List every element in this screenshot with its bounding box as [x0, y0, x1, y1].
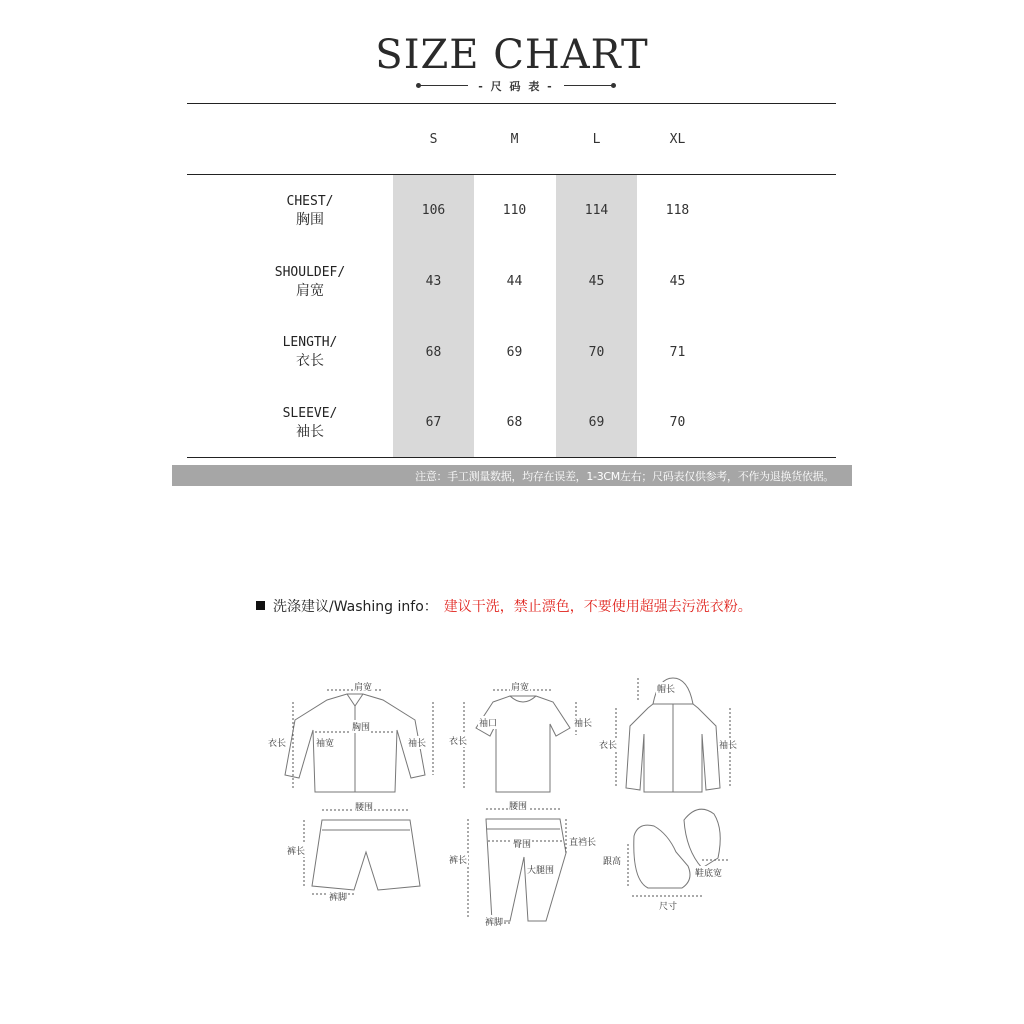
washing-info — [256, 596, 752, 616]
shoe-size-label: 尺寸 — [658, 899, 678, 912]
measurement-note: 注意：手工测量数据，均存在误差，1-3CM左右；尺码表仅供参考，不作为退换货依据。 — [415, 470, 834, 483]
row-label-length-zh: 衣长 — [296, 353, 324, 369]
shorts-diagram — [282, 800, 447, 905]
pants-diagram — [448, 797, 598, 927]
shorts-hem-label: 裤脚 — [328, 890, 348, 903]
tshirt-drawing — [448, 680, 598, 795]
table-top-rule — [187, 103, 836, 104]
row-label-chest-zh: 胸围 — [296, 212, 324, 228]
table-cell: 70 — [588, 345, 605, 360]
divider-right — [564, 85, 612, 86]
row-label-sleeve — [240, 405, 380, 441]
row-label-shoulder — [240, 264, 380, 300]
table-cell: 68 — [506, 415, 523, 430]
table-cell: 68 — [425, 345, 442, 360]
pants-thigh-label: 大腿围 — [526, 863, 555, 876]
table-cell: 43 — [425, 274, 442, 289]
table-cell: 67 — [425, 415, 442, 430]
washing-label: 洗涤建议/Washing info： — [273, 599, 438, 615]
table-cell: 106 — [421, 203, 446, 218]
shoe-width-label: 鞋底宽 — [694, 866, 723, 879]
pants-length-label: 裤长 — [448, 853, 468, 866]
table-cell: 69 — [506, 345, 523, 360]
tshirt-shoulder-label: 肩宽 — [510, 680, 530, 693]
tshirt-cuff-label: 袖口 — [478, 716, 498, 729]
note-bar — [172, 465, 852, 486]
row-label-shoulder-en: SHOULDEF/ — [274, 265, 346, 280]
table-cell: 44 — [506, 274, 523, 289]
table-cell: 45 — [588, 274, 605, 289]
row-label-length — [240, 334, 380, 370]
column-header-l: L — [592, 132, 601, 147]
shirt-length-label: 衣长 — [267, 736, 287, 749]
shorts-drawing — [282, 800, 447, 905]
hoodie-length-label: 衣长 — [598, 738, 618, 751]
table-cell: 45 — [669, 274, 686, 289]
dot-right — [611, 83, 616, 88]
column-header-s: S — [429, 132, 438, 147]
table-header-rule — [187, 174, 836, 175]
row-label-chest — [240, 193, 380, 229]
shirt-chest-label: 胸围 — [351, 720, 371, 733]
washing-value: 建议干洗，禁止漂色，不要使用超强去污洗衣粉。 — [443, 599, 752, 615]
tshirt-diagram — [448, 680, 598, 795]
tshirt-sleeve-label: 袖长 — [573, 716, 593, 729]
bullet-square-icon — [256, 601, 265, 610]
shorts-waist-label: 腰围 — [354, 800, 374, 813]
shoe-heel-label: 跟高 — [602, 854, 622, 867]
table-cell: 114 — [584, 203, 609, 218]
table-cell: 118 — [665, 203, 690, 218]
table-cell: 70 — [669, 415, 686, 430]
hoodie-sleeve-label: 袖长 — [718, 738, 738, 751]
column-header-xl: XL — [669, 132, 686, 147]
table-cell: 110 — [502, 203, 527, 218]
pants-waist-label: 腰围 — [508, 799, 528, 812]
pants-drawing — [448, 797, 598, 927]
shirt-diagram — [265, 680, 445, 795]
row-label-length-en: LENGTH/ — [282, 335, 338, 350]
pants-rise-label: 直裆长 — [568, 835, 597, 848]
hoodie-hood-label: 帽长 — [656, 682, 676, 695]
hoodie-diagram — [598, 672, 748, 797]
pants-hip-label: 臀围 — [512, 837, 532, 850]
pants-hem-label: 裤脚 — [484, 915, 504, 928]
table-cell: 71 — [669, 345, 686, 360]
shirt-sleeve-label: 袖长 — [407, 736, 427, 749]
page-subtitle: - 尺 码 表 - — [478, 80, 554, 93]
page-title: SIZE CHART — [375, 32, 649, 78]
shorts-length-label: 裤长 — [286, 844, 306, 857]
row-label-sleeve-en: SLEEVE/ — [282, 406, 338, 421]
column-header-m: M — [510, 132, 519, 147]
tshirt-length-label: 衣长 — [448, 734, 468, 747]
row-label-sleeve-zh: 袖长 — [296, 424, 324, 440]
shirt-sleeve-width-label: 袖宽 — [315, 736, 335, 749]
row-label-chest-en: CHEST/ — [286, 194, 334, 209]
row-label-shoulder-zh: 肩宽 — [296, 283, 324, 299]
subtitle-row — [416, 78, 616, 94]
shoe-diagram — [598, 800, 738, 915]
shirt-shoulder-label: 肩宽 — [353, 680, 373, 693]
table-cell: 69 — [588, 415, 605, 430]
table-bottom-rule — [187, 457, 836, 458]
divider-left — [420, 85, 468, 86]
